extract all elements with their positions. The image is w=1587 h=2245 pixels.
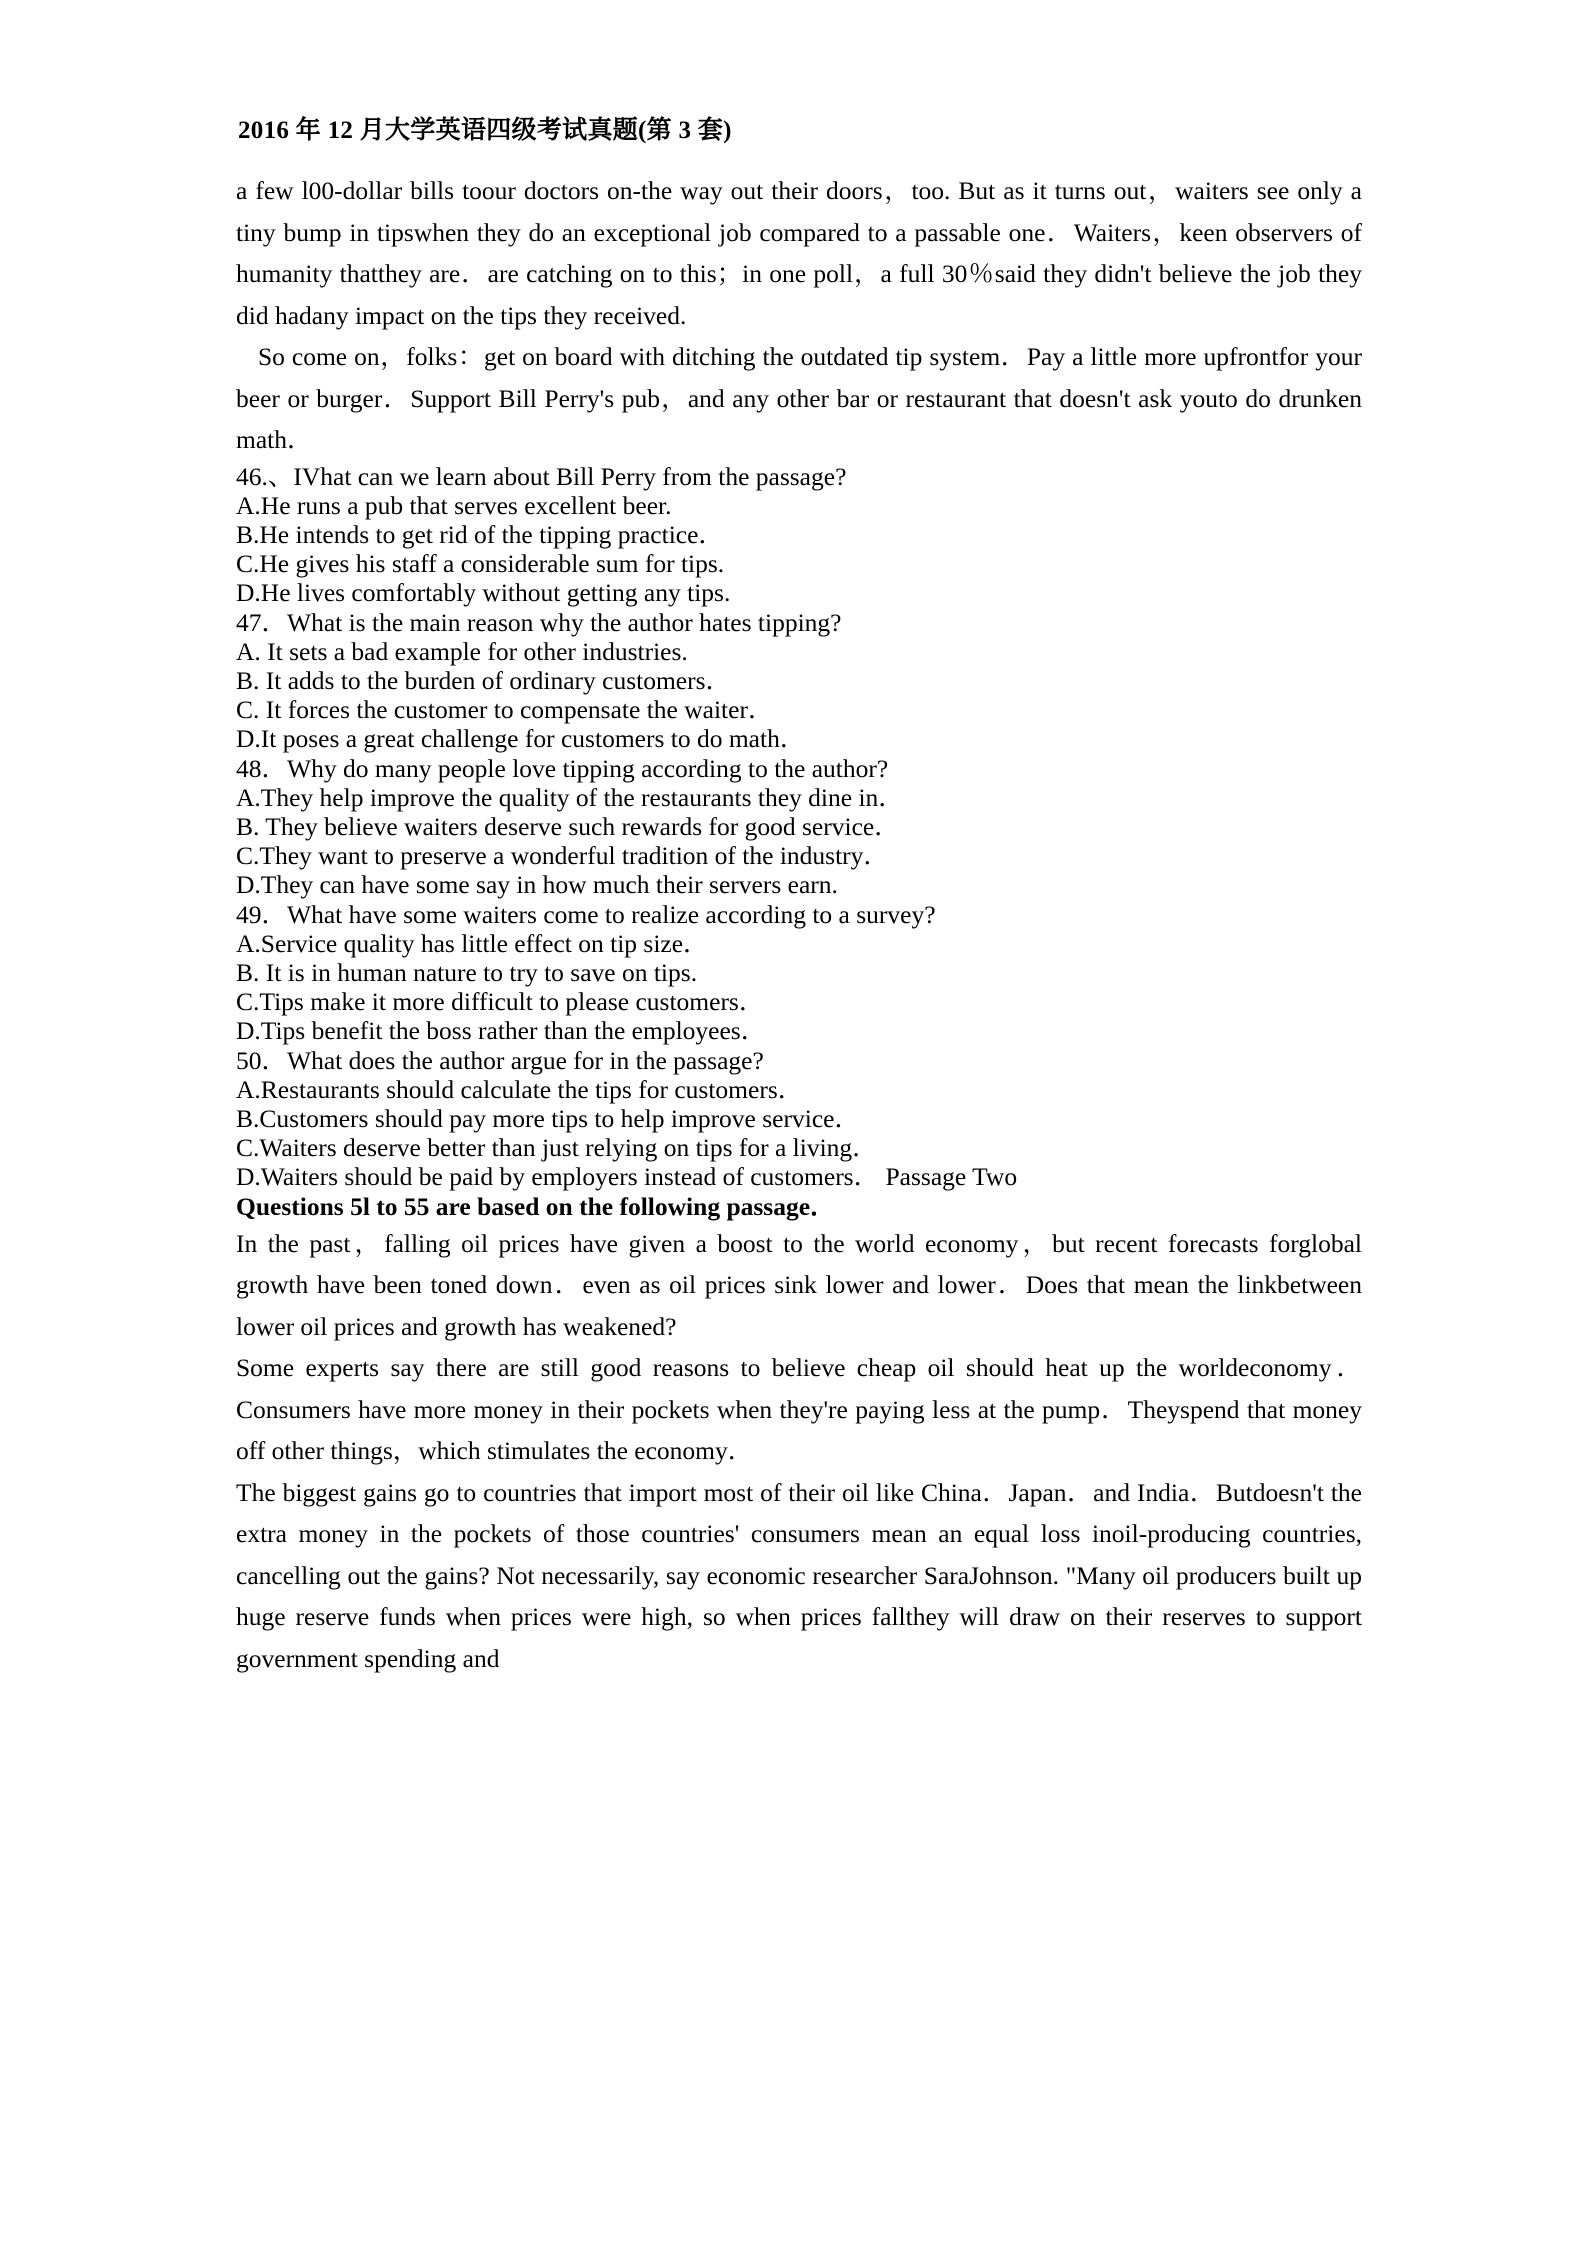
- passage-one-paragraph-2: So come on，folks：get on board with ditching the outdated tip system．Pay a little more upfrontfor your beer or burger．Support Bill Perry's pub，and any other bar or restaurant that doesn't ask youto do drunken math．: [236, 342, 1362, 454]
- question-47: [236, 608, 1362, 754]
- question-49-option-b[interactable]: B. It is in human nature to try to save on tips.: [236, 957, 698, 987]
- question-49-option-d[interactable]: D.Tips benefit the boss rather than the employees．: [236, 1016, 767, 1046]
- question-46-option-d[interactable]: D.He lives comfortably without getting any tips.: [236, 578, 731, 608]
- question-46: [236, 462, 1362, 608]
- question-47-option-a[interactable]: A. It sets a bad example for other industries.: [236, 636, 688, 666]
- page-content: [236, 0, 1362, 1679]
- question-47-stem: 47．What is the main reason why the author hates tipping?: [236, 607, 842, 637]
- question-48: [236, 754, 1362, 900]
- question-48-option-d[interactable]: D.They can have some say in how much their servers earn.: [236, 870, 838, 900]
- question-49: [236, 900, 1362, 1046]
- page-title: 2016 年 12 月大学英语四级考试真题(第 3 套): [238, 117, 732, 144]
- question-48-option-b[interactable]: B. They believe waiters deserve such rewards for good service．: [236, 811, 900, 841]
- question-49-option-c[interactable]: C.Tips make it more difficult to please customers．: [236, 987, 765, 1017]
- question-list: [236, 462, 1362, 1192]
- question-46-option-c[interactable]: C.He gives his staff a considerable sum for tips.: [236, 549, 725, 579]
- question-50-option-d[interactable]: D.Waiters should be paid by employers instead of customers． Passage Two: [236, 1162, 1018, 1192]
- question-50-option-a[interactable]: A.Restaurants should calculate the tips for customers．: [236, 1074, 804, 1104]
- question-48-option-c[interactable]: C.They want to preserve a wonderful tradition of the industry．: [236, 841, 889, 871]
- passage-two-paragraph-3: The biggest gains go to countries that import most of their oil like China．Japan．and India．Butdoesn't the extra money in the pockets of those countries' consumers mean an equal loss inoil-producing countries, cancelling out the gains? Not necessarily, say economic researcher SaraJohnson. "Many oil producers built up huge reserve funds when prices were high, so when prices fallthey will draw on their reserves to support government spending and: [236, 1477, 1362, 1673]
- question-46-option-b[interactable]: B.He intends to get rid of the tipping practice．: [236, 519, 724, 549]
- question-46-stem: 46.、IVhat can we learn about Bill Perry from the passage?: [236, 461, 847, 491]
- question-50: [236, 1046, 1362, 1192]
- question-50-option-c[interactable]: C.Waiters deserve better than just relying on tips for a living．: [236, 1133, 878, 1163]
- question-47-option-d[interactable]: D.It poses a great challenge for customers to do math．: [236, 724, 806, 754]
- question-49-option-a[interactable]: A.Service quality has little effect on tip size．: [236, 928, 709, 958]
- question-49-stem: 49．What have some waiters come to realize according to a survey?: [236, 899, 936, 929]
- question-50-stem: 50．What does the author argue for in the passage?: [236, 1045, 764, 1075]
- question-47-option-c[interactable]: C. It forces the customer to compensate the waiter．: [236, 695, 774, 725]
- question-48-stem: 48．Why do many people love tipping according to the author?: [236, 753, 889, 783]
- question-50-option-b[interactable]: B.Customers should pay more tips to help improve service．: [236, 1103, 860, 1133]
- question-46-option-a[interactable]: A.He runs a pub that serves excellent beer.: [236, 490, 672, 520]
- question-47-option-b[interactable]: B. It adds to the burden of ordinary customers．: [236, 665, 732, 695]
- passage-two-paragraph-1: In the past，falling oil prices have given a boost to the world economy，but recent forecasts forglobal growth have been toned down．even as oil prices sink lower and lower．Does that mean the linkbetween lower oil prices and growth has weakened?: [236, 1228, 1362, 1341]
- passage-two-paragraph-2: Some experts say there are still good reasons to believe cheap oil should heat up the worldeconomy．Consumers have more money in their pockets when they're paying less at the pump．Theyspend that money off other things，which stimulates the economy．: [236, 1353, 1362, 1466]
- passage-one-paragraph-1: a few l00-dollar bills toour doctors on-the way out their doors，too. But as it turns out，waiters see only a tiny bump in tipswhen they do an exceptional job compared to a passable one．Waiters，keen observers of humanity thatthey are．are catching on to this；in one poll，a full 30％said they didn't believe the job they did hadany impact on the tips they received.: [236, 176, 1362, 330]
- passage-two-body: [236, 1223, 1362, 1680]
- question-48-option-a[interactable]: A.They help improve the quality of the restaurants they dine in．: [236, 782, 904, 812]
- passage-two-heading: Questions 5l to 55 are based on the following passage．: [236, 1191, 836, 1221]
